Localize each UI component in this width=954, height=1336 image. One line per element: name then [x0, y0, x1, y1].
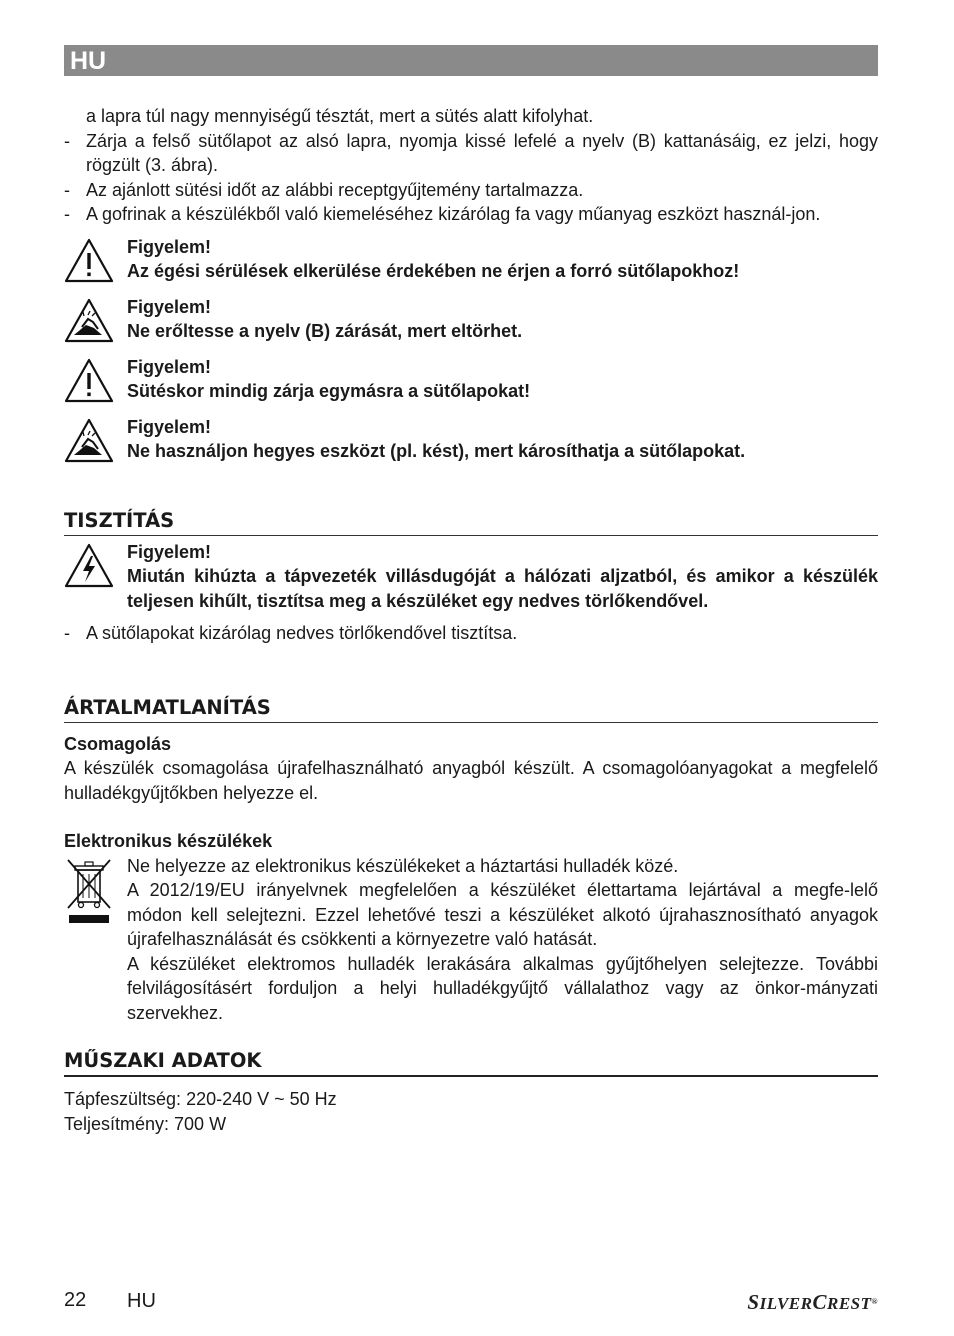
- warning-block: [64, 415, 878, 469]
- warning-text: Az égési sérülések elkerülése érdekében ne érjen a forró sütőlapokhoz!: [127, 261, 740, 281]
- tech-spec-line: Tápfeszültség: 220-240 V ~ 50 Hz: [64, 1089, 337, 1109]
- warning-title: Figyelem!: [127, 416, 212, 437]
- warning-block: [64, 295, 878, 349]
- list-item: - A sütőlapokat kizárólag nedves törlőkendővel tisztítsa.: [64, 623, 518, 643]
- list-item: - A gofrinak a készülékből való kiemeléséhez kizárólag fa vagy műanyag eszközt használ-jon.: [64, 204, 821, 224]
- warning-triangle-icon: [64, 357, 114, 403]
- page-content: [64, 104, 878, 1136]
- warning-title: Figyelem!: [127, 296, 212, 317]
- footer-language: HU: [127, 1290, 156, 1312]
- warning-text: Ne használjon hegyes eszközt (pl. kést), mert károsíthatja a sütőlapokat.: [127, 441, 746, 461]
- page-number: 22: [64, 1289, 87, 1311]
- electronics-text-2: A 2012/19/EU irányelvnek megfelelően a készüléket élettartama lejártával a megfe-lelő módon kell selejtezni. Ezzel lehetővé teszi a készüléket alkotó újrahasznosítható anyagok újrafelhasználását és csökkenti a környezetre való hatását.: [127, 880, 878, 949]
- cleaning-list: [64, 621, 878, 646]
- warning-text: Sütéskor mindig zárja egymásra a sütőlapokat!: [127, 381, 531, 401]
- section-heading-cleaning: TISZTÍTÁS: [64, 509, 878, 536]
- hand-crush-warning-icon: [64, 417, 114, 463]
- electric-shock-warning-icon: [64, 542, 114, 588]
- warning-title: Figyelem!: [127, 541, 212, 562]
- section-heading-tech: MŰSZAKI ADATOK: [64, 1049, 878, 1077]
- language-code: HU: [70, 47, 107, 75]
- packaging-text: A készülék csomagolása újrafelhasználható anyagból készült. A csomagolóanyagokat a megfelelő hulladékgyűjtőkben helyezze el.: [64, 758, 878, 803]
- warning-text: Ne erőltesse a nyelv (B) zárását, mert eltörhet.: [127, 321, 523, 341]
- warning-text: Miután kihúzta a tápvezeték villásdugóját a hálózati aljzatból, és amikor a készülék teljesen kihűlt, tisztítsa meg a készüléket egy nedves törlőkendővel.: [127, 566, 878, 611]
- tech-specs: [64, 1087, 878, 1136]
- packaging-title: Csomagolás: [64, 733, 172, 754]
- warning-block: [64, 235, 878, 289]
- warning-title: Figyelem!: [127, 236, 212, 257]
- warning-block: [64, 355, 878, 409]
- electronics-title: Elektronikus készülékek: [64, 831, 273, 851]
- section-heading-disposal: ÁRTALMATLANÍTÁS: [64, 696, 878, 723]
- electronics-text-3: A készüléket elektromos hulladék lerakására alkalmas gyűjtőhelyen selejtezze. További felvilágosításért forduljon a helyi hulladékgyűjtő vállalathoz vagy az önkor-mányzati szervekhez.: [127, 953, 878, 1023]
- brand-logo: SILVERCREST®: [747, 1290, 878, 1314]
- continued-text: a lapra túl nagy mennyiségű tésztát, mert a sütés alatt kifolyhat.: [86, 106, 594, 126]
- list-item: - Az ajánlott sütési időt az alábbi receptgyűjtemény tartalmazza.: [64, 179, 584, 200]
- warning-triangle-icon: [64, 237, 114, 283]
- crossed-out-bin-icon: [64, 856, 114, 928]
- language-header-bar: [64, 45, 878, 76]
- hand-crush-warning-icon: [64, 297, 114, 343]
- list-item: - Zárja a felső sütőlapot az alsó lapra, nyomja kissé lefelé a nyelv (B) kattanásáig, ez jelzi, hogy rögzült (3. ábra).: [64, 130, 878, 175]
- instruction-list: [64, 104, 878, 227]
- warning-block: [64, 540, 878, 614]
- warning-title: Figyelem!: [127, 356, 212, 377]
- electronics-text-1: Ne helyezze az elektronikus készülékeket a háztartási hulladék közé.: [127, 855, 679, 876]
- tech-spec-line: Teljesítmény: 700 W: [64, 1113, 227, 1134]
- electronics-block: [64, 854, 878, 1026]
